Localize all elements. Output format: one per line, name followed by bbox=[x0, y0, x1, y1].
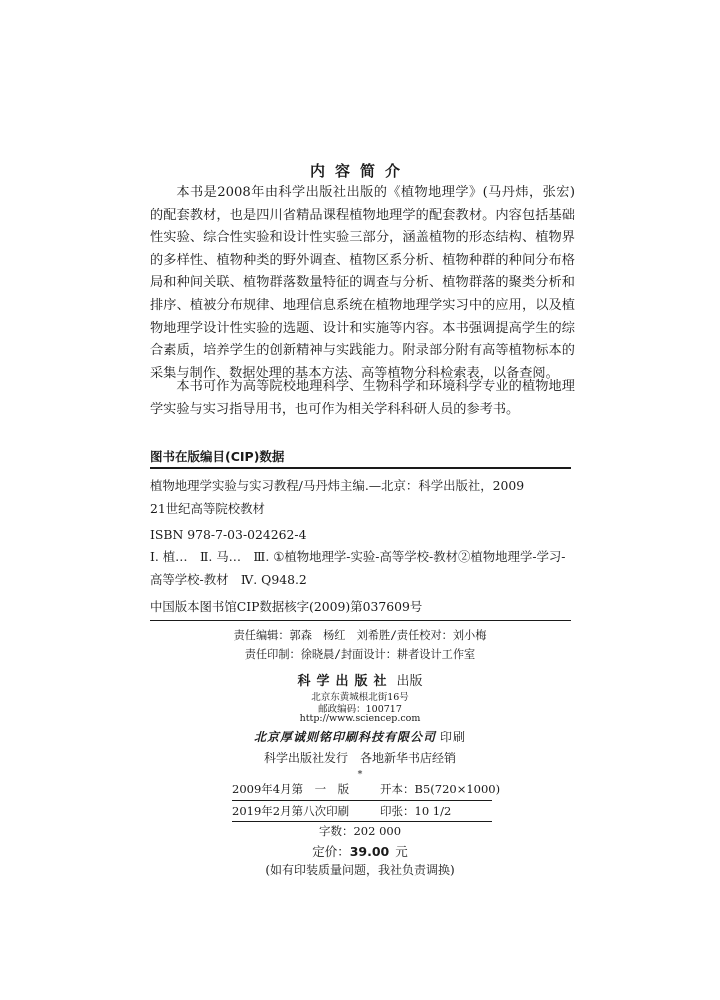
intro-title: 内容简介 bbox=[309, 162, 410, 180]
cip-top-rule bbox=[150, 467, 571, 469]
printer-suffix: 印刷 bbox=[440, 730, 467, 744]
price-line bbox=[0, 842, 720, 860]
price-unit: 元 bbox=[395, 844, 408, 859]
cip-subject-line: Ⅰ. 植… Ⅱ. 马… Ⅲ. ①植物地理学-实验-高等学校-教材②植物地理学-学习-高等学校-教材 Ⅳ. Q948.2 bbox=[150, 549, 566, 587]
publisher-line bbox=[0, 670, 720, 689]
intro-paragraph-2: 本书可作为高等院校地理科学、生物科学和环境科学专业的植物地理学实验与实习指导用书，也可作为相关学科科研人员的参考书。 bbox=[150, 379, 575, 417]
distribution-line: 科学出版社发行 各地新华书店经销 bbox=[263, 751, 456, 765]
quality-notice: (如有印装质量问题，我社负责调换) bbox=[265, 863, 455, 877]
publisher-postcode: 邮政编码：100717 bbox=[318, 704, 402, 715]
publisher-address: 北京东黄城根北街16号 bbox=[311, 692, 409, 703]
printing-credits-line: 责任印制：徐晓晨/封面设计：耕者设计工作室 bbox=[244, 648, 476, 661]
specs-rule-1 bbox=[232, 800, 492, 801]
publisher-name-suffix: 出版 bbox=[396, 674, 423, 689]
cip-bottom-rule bbox=[150, 620, 571, 621]
cip-title-line: 植物地理学实验与实习教程/马丹炜主编.—北京：科学出版社，2009 bbox=[150, 478, 525, 493]
cip-heading: 图书在版编目(CIP)数据 bbox=[150, 449, 285, 464]
intro-paragraph-1: 本书是2008年由科学出版社出版的《植物地理学》(马丹炜，张宏)的配套教材，也是四川省精品课程植物地理学的配套教材。内容包括基础性实验、综合性实验和设计性实验三部分，涵盖植物的形态结构、植物界的多样性、植物种类的野外调查、植物区系分析、植物种群的种间分布格局和种间关联、植物群落数量特征的调查与分析、植物群落的聚类分析和排序、植被分布规律、地理信息系统在植物地理学实习中的应用，以及植物地理学设计性实验的选题、设计和实施等内容。本书强调提高学生的综合素质，培养学生的创新精神与实践能力。附录部分附有高等植物标本的采集与制作、数据处理的基本方法、高等植物分科检索表，以备查阅。 bbox=[150, 185, 575, 381]
price-value: 39.00 bbox=[349, 844, 390, 859]
separator-star: * bbox=[357, 769, 363, 780]
printer-name: 北京厚诚则铭印刷科技有限公司 bbox=[253, 730, 436, 744]
editors-line: 责任编辑：郭森 杨红 刘希胜/责任校对：刘小梅 bbox=[233, 629, 487, 642]
publisher-url: http://www.sciencep.com bbox=[299, 713, 421, 724]
price-label: 定价： bbox=[312, 844, 350, 859]
print-run-info: 2019年2月第八次印刷 bbox=[232, 804, 350, 818]
specs-rule-2 bbox=[232, 821, 492, 822]
cip-isbn-line: ISBN 978-7-03-024262-4 bbox=[150, 527, 307, 542]
printer-line bbox=[0, 728, 720, 745]
cip-core-line: 中国版本图书馆CIP数据核字(2009)第037609号 bbox=[150, 599, 423, 614]
sheets-info: 印张：10 1/2 bbox=[380, 804, 452, 818]
edition-info: 2009年4月第 一 版 bbox=[232, 782, 350, 796]
cip-series-line: 21世纪高等院校教材 bbox=[150, 501, 265, 516]
publisher-name: 科学出版社 bbox=[297, 674, 393, 689]
format-info: 开本：B5(720×1000) bbox=[380, 782, 501, 796]
word-count: 字数：202 000 bbox=[318, 824, 402, 838]
